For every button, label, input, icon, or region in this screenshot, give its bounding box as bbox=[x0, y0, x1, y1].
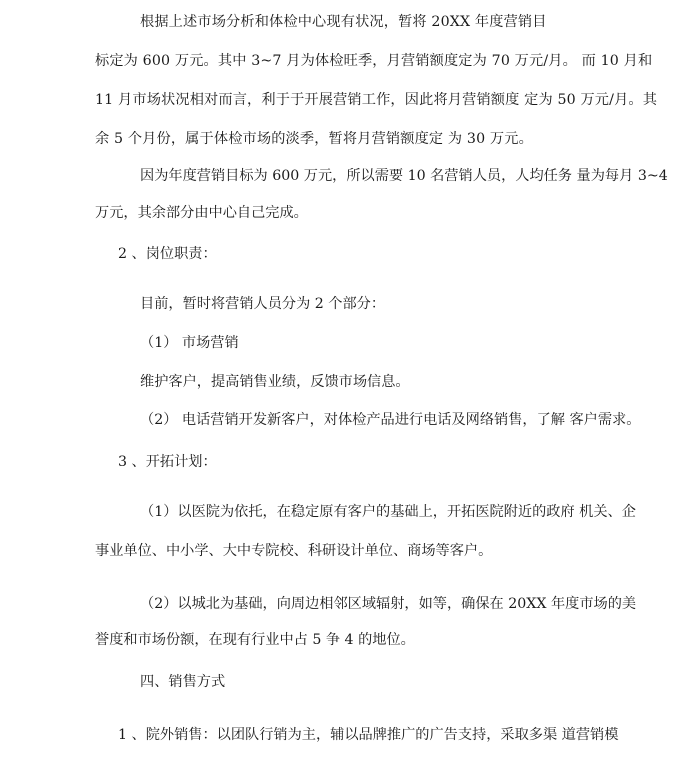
list-item: （1） 市场营销 bbox=[140, 335, 239, 351]
paragraph-line: （1）以医院为依托，在稳定原有客户的基础上，开拓医院附近的政府 机关、企 bbox=[140, 504, 636, 520]
paragraph-line: 誉度和市场份额，在现有行业中占 5 争 4 的地位。 bbox=[95, 632, 415, 648]
paragraph-line: 1 、院外销售：以团队行销为主，辅以品牌推广的广告支持，采取多渠 道营销模 bbox=[118, 727, 619, 743]
paragraph-line: 因为年度营销目标为 600 万元，所以需要 10 名营销人员，人均任务 量为每月 3~4 bbox=[140, 168, 668, 184]
section-heading: 3 、开拓计划： bbox=[118, 454, 217, 470]
paragraph-line: 11 月市场状况相对而言，利于于开展营销工作，因此将月营销额度 定为 50 万元/月。其 bbox=[95, 92, 658, 108]
paragraph-line: 事业单位、中小学、大中专院校、科研设计单位、商场等客户。 bbox=[95, 543, 493, 559]
paragraph-line: 万元，其余部分由中心自己完成。 bbox=[95, 205, 308, 221]
section-heading: 2 、岗位职责： bbox=[118, 246, 217, 262]
paragraph-line: （2）以城北为基础，向周边相邻区域辐射，如等，确保在 20XX 年度市场的美 bbox=[140, 596, 637, 612]
paragraph-line: 目前，暂时将营销人员分为 2 个部分： bbox=[140, 296, 386, 312]
paragraph-line: 余 5 个月份，属于体检市场的淡季，暂将月营销额度定 为 30 万元。 bbox=[95, 131, 533, 147]
paragraph-line: 维护客户，提高销售业绩，反馈市场信息。 bbox=[140, 374, 410, 390]
paragraph-line: 标定为 600 万元。其中 3~7 月为体检旺季，月营销额度定为 70 万元/月。 而 10 月和 bbox=[95, 53, 653, 69]
list-item: （2） 电话营销开发新客户，对体检产品进行电话及网络销售，了解 客户需求。 bbox=[140, 412, 641, 428]
section-heading: 四、销售方式 bbox=[140, 674, 226, 690]
paragraph-line: 根据上述市场分析和体检中心现有状况，暂将 20XX 年度营销目 bbox=[140, 14, 547, 30]
